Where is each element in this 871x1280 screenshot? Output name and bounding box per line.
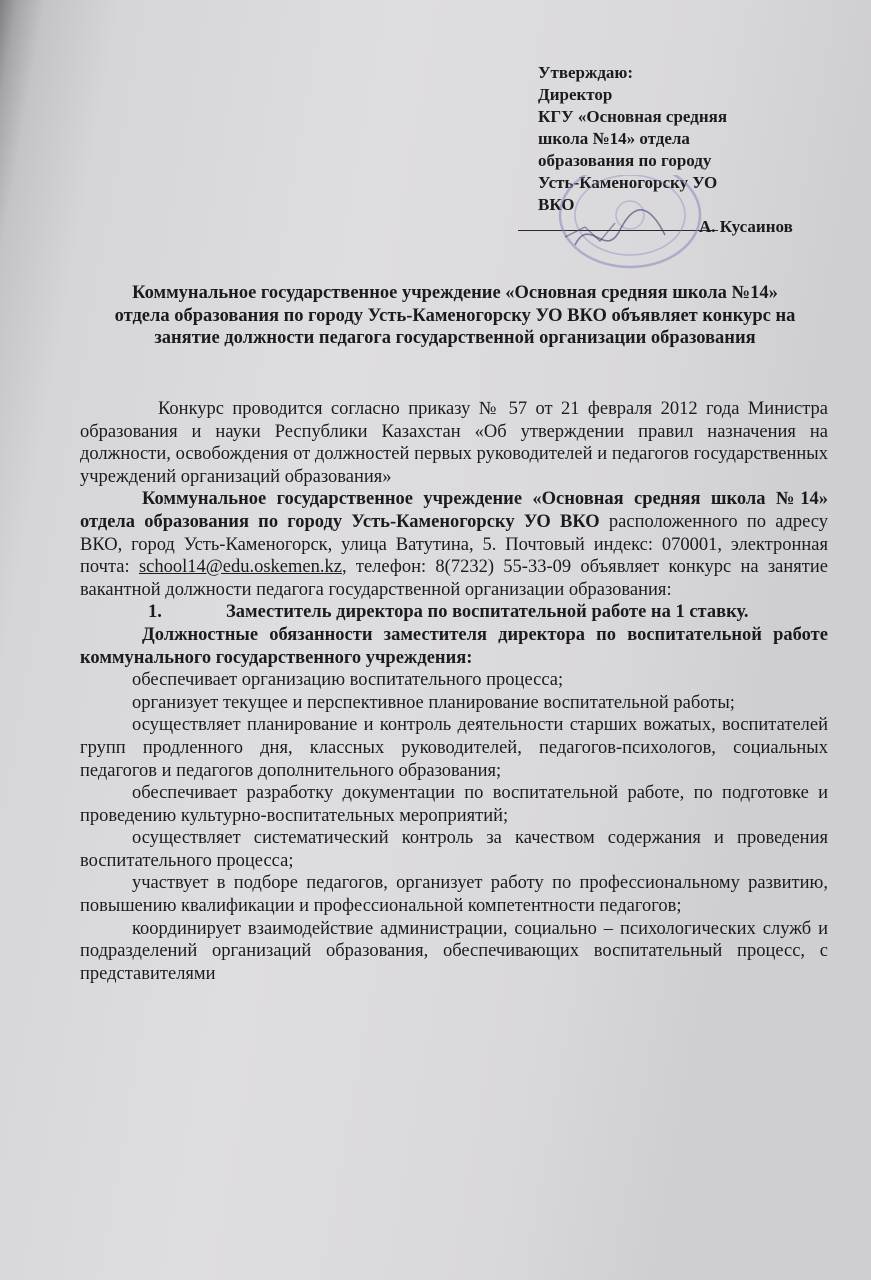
position-number: 1. xyxy=(148,602,162,623)
org-paragraph xyxy=(80,488,828,601)
duty-item: участвует в подборе педагогов, организует работу по профессиональному развитию, повышению квалификации и профессиональной компетентности педагогов; xyxy=(80,873,828,917)
duty-item: обеспечивает разработку документации по воспитательной работе, по подготовке и проведению культурно-воспитательных мероприятий; xyxy=(80,783,828,826)
duty-item: обеспечивает организацию воспитательного процесса; xyxy=(132,670,564,691)
approval-line: ВКО xyxy=(538,195,575,214)
approval-line: образования по городу xyxy=(538,151,712,170)
signer-name: А. Кусаинов xyxy=(699,217,793,236)
document-title: Коммунальное государственное учреждение «Основная средняя школа №14» отдела образования по городу Усть-Каменогорску УО ВКО объявляет конкурс на занятие должности педагога государственной организации образования xyxy=(114,283,796,348)
duty-item: координирует взаимодействие администрации, социально – психологических служб и подразделений организаций образования, обеспечивающих воспитательный процесс, с представителями xyxy=(80,918,828,984)
position-item xyxy=(80,601,828,624)
org-address: расположенного по адресу ВКО, город Усть-Каменогорск, улица Ватутина, 5. Почтовый индекс: 070001, электронная почта: xyxy=(80,511,828,578)
document-body xyxy=(80,398,828,985)
email-link[interactable]: school14@edu.oskemen.kz xyxy=(138,557,342,578)
duties-heading: Должностные обязанности заместителя директора по воспитательной работе коммунального государственного учреждения: xyxy=(80,624,828,668)
org-phone: , телефон: 8(7232) 55-33-09 объявляет конкурс на занятие вакантной должности педагога государственной организации образования: xyxy=(80,557,828,600)
approval-line: Утверждаю: xyxy=(538,63,634,82)
approval-line: школа №14» отдела xyxy=(538,129,690,148)
official-stamp xyxy=(545,175,705,275)
org-name: Коммунальное государственное учреждение «Основная средняя школа №14» отдела образования по городу Усть-Каменогорску УО ВКО xyxy=(80,489,828,532)
approval-line: Усть-Каменогорску УО xyxy=(538,173,718,192)
approval-line: Директор xyxy=(538,85,613,104)
intro-paragraph: Конкурс проводится согласно приказу № 57 от 21 февраля 2012 года Министра образования и науки Республики Казахстан «Об утверждении правил назначения на должности, освобождения от должностей первых руководителей и педагогов государственных учреждений организаций образования» xyxy=(80,399,828,487)
duty-item: осуществляет систематический контроль за качеством содержания и проведения воспитательного процесса; xyxy=(80,828,828,871)
approval-line: КГУ «Основная средняя xyxy=(538,107,728,126)
duty-item: осуществляет планирование и контроль деятельности старших вожатых, воспитателей групп продленного дня, классных руководителей, педагогов-психологов, социальных педагогов и педагогов дополнительного образования; xyxy=(80,715,828,781)
position-title: Заместитель директора по воспитательной работе на 1 ставку. xyxy=(226,602,749,623)
duty-item: организует текущее и перспективное планирование воспитательной работы; xyxy=(132,692,735,713)
